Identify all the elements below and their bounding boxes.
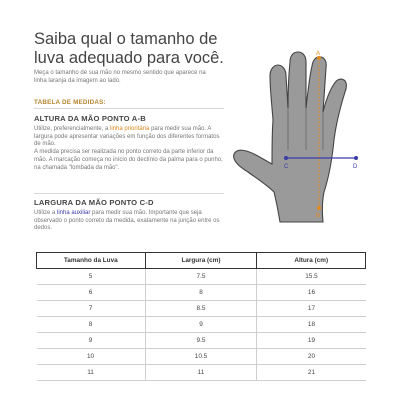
cell-height: 19 bbox=[257, 333, 366, 349]
table-row bbox=[37, 269, 366, 285]
title-line-2: luva adequado para você. bbox=[34, 49, 224, 67]
size-table bbox=[36, 252, 366, 381]
table-row bbox=[37, 333, 366, 349]
auxiliary-line-highlight: linha auxiliar bbox=[57, 210, 91, 216]
cell-width: 10.5 bbox=[145, 349, 257, 365]
cell-size: 7 bbox=[37, 301, 146, 317]
cell-width: 8 bbox=[145, 285, 257, 301]
cell-height: 17 bbox=[257, 301, 366, 317]
table-row bbox=[37, 301, 366, 317]
section-label: TABELA DE MEDIDAS: bbox=[34, 99, 106, 106]
divider-1 bbox=[34, 108, 224, 109]
hand-measurement-illustration bbox=[228, 50, 368, 230]
title-line-1: Saiba qual o tamanho de bbox=[34, 30, 218, 48]
cell-height: 18 bbox=[257, 317, 366, 333]
table-row bbox=[37, 349, 366, 365]
cell-size: 11 bbox=[37, 365, 146, 381]
width-text-1: Utilize a bbox=[34, 210, 58, 216]
point-a-label: A bbox=[316, 51, 321, 57]
table-row bbox=[37, 317, 366, 333]
cell-size: 6 bbox=[37, 285, 146, 301]
cell-size: 9 bbox=[37, 333, 146, 349]
cell-height: 21 bbox=[257, 365, 366, 381]
cell-width: 8.5 bbox=[145, 301, 257, 317]
point-b-label: B bbox=[316, 213, 321, 219]
cell-size: 5 bbox=[37, 269, 146, 285]
cell-width: 7.5 bbox=[145, 269, 257, 285]
cell-height: 15.5 bbox=[257, 269, 366, 285]
height-description bbox=[34, 126, 224, 172]
cell-width: 9.5 bbox=[145, 333, 257, 349]
width-description bbox=[34, 210, 224, 233]
header-height: Altura (cm) bbox=[257, 253, 366, 269]
cell-height: 20 bbox=[257, 349, 366, 365]
table-row bbox=[37, 365, 366, 381]
priority-line-highlight: linha prioritária bbox=[110, 126, 150, 132]
width-heading: LARGURA DA MÃO PONTO C-D bbox=[34, 198, 154, 207]
cell-height: 16 bbox=[257, 285, 366, 301]
divider-2 bbox=[34, 193, 224, 194]
point-c-marker bbox=[284, 156, 288, 160]
height-text-3: A medida precisa ser realizada no ponto correto da parte inferior da mão. A marcação começa no início do declínio da palma para o punho, na chamada "lombada da mão". bbox=[34, 149, 223, 171]
height-text-2: para medir sua mão. A largura pode apresentar variações em função dos diferentes formatos de mão. bbox=[34, 126, 220, 148]
page-title bbox=[34, 30, 234, 68]
intro-text: Meça o tamanho de sua mão no mesmo sentido que aparece na linha laranja da imagem ao lado. bbox=[34, 70, 206, 84]
header-width: Largura (cm) bbox=[145, 253, 257, 269]
point-c-label: C bbox=[284, 164, 289, 170]
table-row bbox=[37, 285, 366, 301]
width-text-2: para medir sua mão. Importante que seja observado o ponto correto da medida, exatamente na junção entre os dedos. bbox=[34, 210, 220, 232]
cell-width: 9 bbox=[145, 317, 257, 333]
height-heading: ALTURA DA MÃO PONTO A-B bbox=[34, 114, 146, 123]
header-glove-size: Tamanho da Luva bbox=[37, 253, 146, 269]
table-header-row bbox=[37, 253, 366, 269]
point-d-marker bbox=[354, 156, 358, 160]
cell-size: 8 bbox=[37, 317, 146, 333]
point-b-marker bbox=[317, 206, 321, 210]
height-text-1: Utilize, preferencialmente, a bbox=[34, 126, 111, 132]
cell-width: 11 bbox=[145, 365, 257, 381]
point-d-label: D bbox=[353, 164, 358, 170]
cell-size: 10 bbox=[37, 349, 146, 365]
hand-icon bbox=[234, 52, 347, 222]
